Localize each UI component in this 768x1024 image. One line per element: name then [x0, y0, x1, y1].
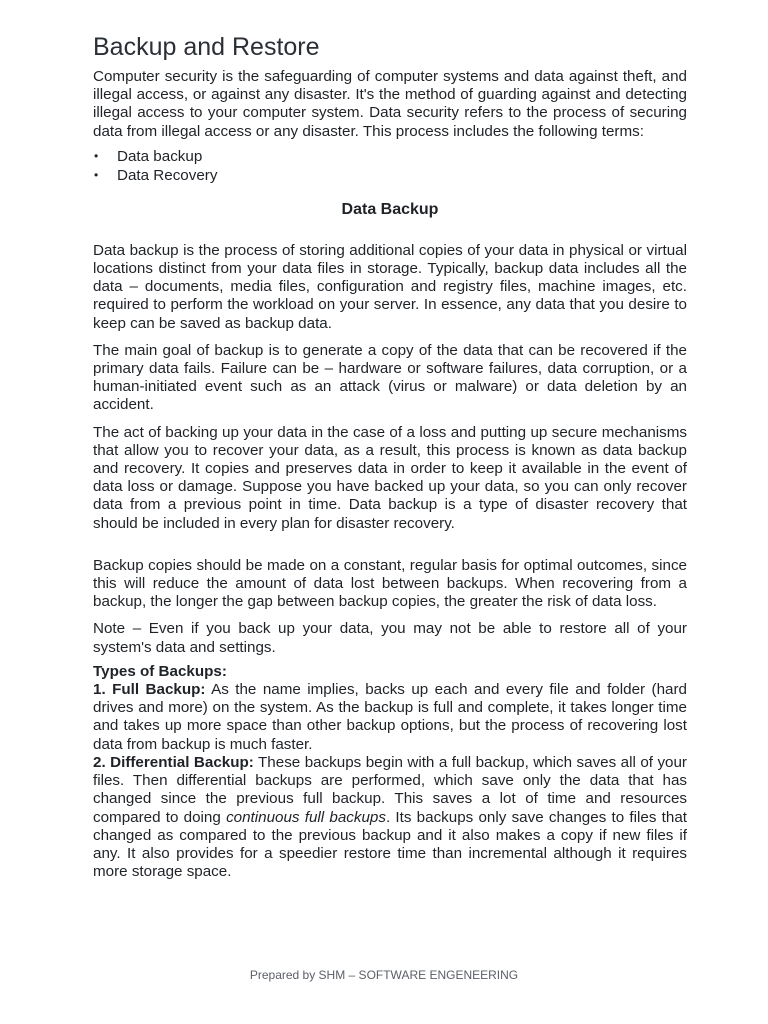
note-paragraph: Note – Even if you back up your data, you may not be able to restore all of your system's data and settings.: [93, 620, 687, 656]
intro-paragraph: Computer security is the safeguarding of computer systems and data against theft, and illegal access, or against any disaster. It's the method of guarding against and detecting illegal access to your computer system. Data security refers to the process of securing data from illegal access or any disaster. This process includes the following terms:: [93, 68, 687, 140]
full-backup-paragraph: [93, 681, 687, 754]
differential-backup-text-before: These backups begin with a full backup, which saves all of your files. Then differential backups are performed, which save only the data that has changed since the previous full backup. This saves a lot of time and resources compared to doing: [93, 753, 687, 826]
list-item: • Data Recovery: [93, 166, 687, 186]
page-title: Backup and Restore: [93, 33, 320, 61]
differential-backup-paragraph: [93, 754, 687, 881]
full-backup-text: As the name implies, backs up each and every file and folder (hard drives and more) on the system. As the backup is full and complete, it takes longer time and takes up more space than other backup options, but the process of recovering lost data from backup is much faster.: [93, 681, 687, 753]
page-footer: Prepared by SHM – SOFTWARE ENGENEERING: [249, 968, 519, 982]
paragraph: The act of backing up your data in the case of a loss and putting up secure mechanisms that allow you to recover your data, as a result, this process is known as data backup and recovery. It copies and preserves data in order to keep it available in the event of data loss or damage. Suppose you have backed up your data, so you can only recover data from a previous point in time. Data backup is a type of disaster recovery that should be included in every plan for disaster recovery.: [93, 423, 687, 532]
paragraph: Backup copies should be made on a constant, regular basis for optimal outcomes, since this will reduce the amount of data lost between backups. When recovering from a backup, the longer the gap between backup copies, the greater the risk of data loss.: [93, 556, 687, 611]
paragraph: Data backup is the process of storing additional copies of your data in physical or virtual locations distinct from your data files in storage. Typically, backup data includes all the data – documents, media files, configuration and registry files, machine images, etc. required to perform the workload on your server. In essence, any data that you desire to keep can be saved as backup data.: [93, 241, 687, 332]
section-heading: Data Backup: [341, 200, 439, 218]
differential-backup-text-italic: continuous full backups: [226, 808, 386, 826]
differential-backup-text-after: . Its backups only save changes to files that changed as compared to the previous backup and it also makes a copy if new files if any. It also provides for a speedier restore time than incremental although it requires more storage space.: [93, 808, 687, 881]
differential-backup-label: 2. Differential Backup:: [93, 753, 254, 771]
types-heading: Types of Backups:: [93, 662, 227, 680]
list-item: • Data backup: [93, 147, 687, 167]
terms-list: [93, 147, 687, 186]
full-backup-label: 1. Full Backup:: [93, 681, 206, 699]
paragraph: The main goal of backup is to generate a copy of the data that can be recovered if the primary data fails. Failure can be – hardware or software failures, data corruption, or a human-initiated event such as an attack (virus or malware) or data deletion by an accident.: [93, 341, 687, 414]
